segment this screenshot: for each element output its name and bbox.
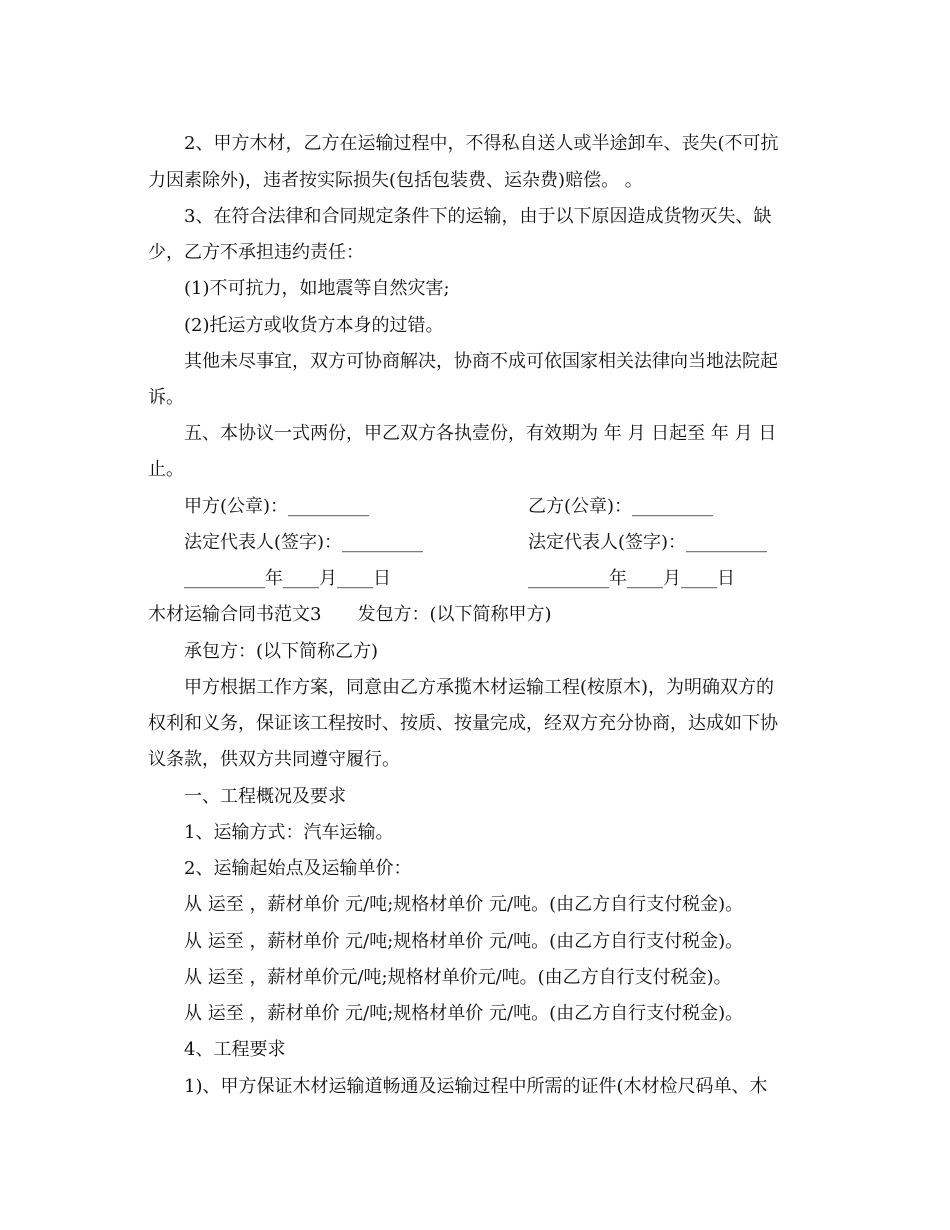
list-item: 4、工程要求 (184, 1039, 286, 1060)
paragraph-line: 五、本协议一式两份，甲乙双方各执壹份，有效期为 年 月 日起至 年 月 日 (184, 423, 777, 444)
paragraph-line: 其他未尽事宜，双方可协商解决，协商不成可依国家相关法律向当地法院起 (184, 351, 778, 372)
route-line: 从 运至 ，薪材单价 元/吨;规格材单价 元/吨。(由乙方自行支付税金)。 (184, 931, 744, 952)
party-b-seal: 乙方(公章)：_________ (528, 496, 714, 517)
party-a-representative: 法定代表人(签字)：_________ (184, 532, 424, 553)
paragraph-line: (1)不可抗力，如地震等自然灾害; (184, 278, 450, 299)
list-item: 2、运输起始点及运输单价： (184, 858, 412, 879)
party-a-date: _________年____月____日 (184, 568, 391, 589)
list-item: 1、运输方式：汽车运输。 (184, 822, 394, 843)
paragraph-line: 权利和义务，保证该工程按时、按质、按量完成，经双方充分协商，达成如下协 (148, 713, 778, 734)
route-line: 从 运至 ，薪材单价元/吨;规格材单价元/吨。(由乙方自行支付税金)。 (184, 967, 732, 988)
section-heading: 一、工程概况及要求 (184, 786, 346, 807)
list-item: 1)、甲方保证木材运输道畅通及运输过程中所需的证件(木材检尺码单、木 (184, 1076, 768, 1097)
paragraph-line: 力因素除外)，违者按实际损失(包括包装费、运杂费)赔偿。 。 (148, 170, 643, 191)
route-line: 从 运至 ，薪材单价 元/吨;规格材单价 元/吨。(由乙方自行支付税金)。 (184, 1003, 744, 1024)
paragraph-line: 3、在符合法律和合同规定条件下的运输，由于以下原因造成货物灭失、缺 (184, 206, 772, 227)
party-b-representative: 法定代表人(签字)：_________ (528, 532, 768, 553)
paragraph-line: (2)托运方或收货方本身的过错。 (184, 315, 444, 336)
paragraph-line: 诉。 (148, 387, 184, 408)
paragraph-line: 止。 (148, 459, 184, 480)
party-b-date: _________年____月____日 (528, 568, 735, 589)
contract-heading: 木材运输合同书范文3 发包方：(以下简称甲方) (148, 604, 552, 625)
paragraph-line: 2、甲方木材，乙方在运输过程中，不得私自送人或半途卸车、丧失(不可抗 (184, 133, 779, 154)
paragraph-line: 甲方根据工作方案，同意由乙方承揽木材运输工程(桉原木)，为明确双方的 (184, 677, 775, 698)
contractor-line: 承包方：(以下简称乙方) (184, 641, 379, 662)
party-a-seal: 甲方(公章)：_________ (184, 496, 370, 517)
paragraph-line: 少，乙方不承担违约责任： (148, 242, 364, 263)
route-line: 从 运至 ，薪材单价 元/吨;规格材单价 元/吨。(由乙方自行支付税金)。 (184, 894, 744, 915)
paragraph-line: 议条款，供双方共同遵守履行。 (148, 749, 400, 770)
